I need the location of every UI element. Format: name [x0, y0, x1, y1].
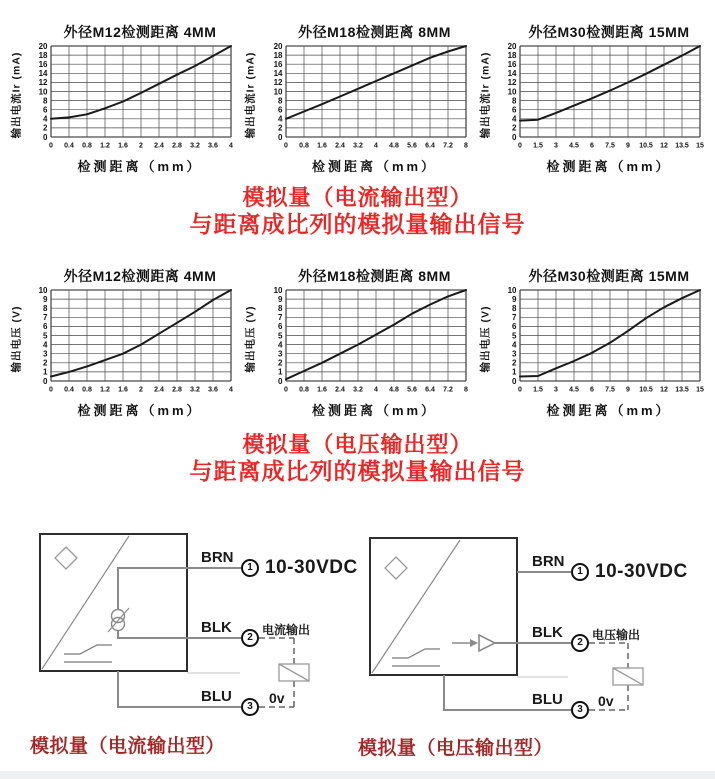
svg-text:4.8: 4.8	[388, 386, 399, 394]
svg-text:0: 0	[277, 132, 282, 142]
heading-line2: 与距离成比列的模拟量输出信号	[189, 211, 526, 237]
svg-text:10: 10	[507, 87, 517, 97]
caption-current-type: 模拟量（电流输出型）	[30, 736, 226, 757]
svg-text:1.5: 1.5	[533, 386, 543, 394]
chart-current-m12	[8, 22, 238, 175]
output-type-label: 电流输出	[262, 623, 311, 637]
svg-text:2: 2	[512, 123, 517, 133]
svg-text:2: 2	[139, 386, 143, 394]
blu-label: BLU	[201, 688, 232, 705]
svg-text:3.6: 3.6	[208, 142, 218, 150]
terminal-1: 1	[571, 563, 589, 581]
svg-text:0.8: 0.8	[82, 142, 92, 150]
x-axis-label: 检测距离（mm）	[311, 159, 438, 174]
svg-text:8: 8	[463, 386, 468, 394]
blu-label: BLU	[532, 691, 563, 708]
brn-label: BRN	[201, 549, 234, 566]
svg-text:6: 6	[43, 322, 48, 332]
terminal-3: 3	[241, 698, 259, 716]
svg-text:1.2: 1.2	[100, 142, 110, 150]
svg-text:14: 14	[38, 69, 48, 79]
svg-text:2: 2	[139, 142, 143, 150]
svg-text:4.8: 4.8	[388, 142, 399, 150]
chart-title: 外径M12检测距离 4MM	[63, 24, 217, 40]
svg-text:8: 8	[512, 96, 517, 106]
svg-text:6: 6	[590, 142, 594, 150]
svg-text:6: 6	[590, 386, 594, 394]
svg-text:6: 6	[277, 322, 282, 332]
chart-current-m18	[243, 22, 473, 175]
chart-title: 外径M18检测距离 8MM	[298, 268, 451, 284]
blk-label: BLK	[532, 624, 563, 641]
svg-text:10.5: 10.5	[639, 142, 653, 150]
svg-text:14: 14	[507, 69, 517, 79]
voltage-charts-row	[0, 266, 715, 419]
blk-label: BLK	[201, 619, 232, 636]
svg-text:1.6: 1.6	[118, 142, 128, 150]
chart-plot	[23, 287, 235, 399]
svg-text:2.4: 2.4	[334, 142, 345, 150]
svg-text:13.5: 13.5	[675, 142, 689, 150]
svg-text:6: 6	[277, 105, 282, 115]
svg-text:4: 4	[229, 386, 233, 394]
svg-text:18: 18	[38, 50, 48, 60]
svg-text:3.2: 3.2	[352, 142, 363, 150]
terminal-2: 2	[241, 629, 259, 647]
heading-current-output	[0, 184, 715, 238]
svg-text:0: 0	[283, 142, 288, 150]
y-axis-label: 输出电流Ir (mA)	[244, 51, 257, 138]
svg-text:0.8: 0.8	[298, 386, 309, 394]
svg-text:14: 14	[273, 69, 282, 79]
svg-text:15: 15	[696, 142, 704, 150]
power-label: 10-30VDC	[265, 557, 358, 578]
svg-text:20: 20	[38, 43, 48, 51]
chart-title: 外径M30检测距离 15MM	[528, 24, 690, 40]
terminal-2: 2	[571, 634, 589, 652]
svg-text:15: 15	[696, 386, 704, 394]
brn-label: BRN	[532, 553, 565, 570]
svg-text:4: 4	[373, 142, 378, 150]
svg-text:6: 6	[43, 105, 48, 115]
zero-volt-label: 0v	[598, 693, 614, 709]
svg-text:2.8: 2.8	[172, 386, 182, 394]
svg-text:3: 3	[554, 142, 558, 150]
chart-plot	[23, 43, 235, 155]
svg-text:18: 18	[273, 50, 282, 60]
svg-text:5.6: 5.6	[406, 142, 417, 150]
svg-text:16: 16	[507, 60, 517, 69]
y-axis-label: 输出电压 (V)	[244, 305, 257, 372]
zero-volt-label: 0v	[269, 690, 285, 706]
svg-text:9: 9	[43, 294, 48, 304]
svg-text:2.4: 2.4	[154, 142, 164, 150]
svg-text:0: 0	[277, 376, 282, 386]
svg-text:4: 4	[277, 114, 282, 124]
svg-text:3: 3	[512, 349, 517, 359]
svg-text:0: 0	[518, 386, 522, 394]
svg-text:3.2: 3.2	[190, 142, 200, 150]
svg-text:4: 4	[229, 142, 233, 150]
svg-text:20: 20	[507, 43, 517, 51]
svg-text:3.6: 3.6	[208, 386, 218, 394]
chart-title: 外径M12检测距离 4MM	[63, 268, 217, 284]
svg-text:3.2: 3.2	[352, 386, 363, 394]
svg-text:0.4: 0.4	[64, 386, 74, 394]
svg-text:1: 1	[277, 367, 282, 377]
svg-text:2: 2	[43, 123, 48, 133]
heading-line2: 与距离成比列的模拟量输出信号	[189, 458, 526, 484]
svg-text:2: 2	[277, 358, 282, 368]
svg-text:2.4: 2.4	[334, 386, 345, 394]
chart-plot	[258, 287, 470, 399]
svg-text:4: 4	[373, 386, 378, 394]
svg-text:1.6: 1.6	[316, 142, 327, 150]
svg-text:7: 7	[512, 313, 517, 323]
svg-text:2: 2	[43, 358, 48, 368]
svg-text:1: 1	[43, 367, 48, 377]
heading-line1: 模拟量（电压输出型）	[242, 432, 473, 457]
svg-text:1.6: 1.6	[316, 386, 327, 394]
svg-text:8: 8	[512, 304, 517, 313]
svg-text:8: 8	[277, 96, 282, 106]
heading-line1: 模拟量（电流输出型）	[242, 185, 473, 210]
svg-text:2.8: 2.8	[172, 142, 182, 150]
svg-text:5: 5	[277, 331, 282, 341]
terminal-1: 1	[241, 559, 259, 577]
svg-text:3: 3	[554, 386, 558, 394]
svg-text:0: 0	[518, 142, 522, 150]
y-axis-label: 输出电压 (V)	[10, 305, 22, 372]
bottom-divider	[0, 771, 715, 779]
svg-text:1.5: 1.5	[533, 142, 543, 150]
svg-text:4: 4	[512, 340, 517, 350]
output-type-label: 电压输出	[592, 628, 641, 642]
chart-plot	[492, 43, 704, 155]
wiring-diagram-current	[18, 528, 368, 733]
svg-text:0: 0	[43, 376, 48, 386]
svg-text:6.4: 6.4	[424, 386, 435, 394]
svg-text:10: 10	[38, 287, 48, 295]
svg-text:4: 4	[43, 114, 48, 124]
x-axis-label: 检测距离（mm）	[311, 403, 438, 418]
svg-text:7.5: 7.5	[605, 386, 615, 394]
svg-text:2: 2	[277, 123, 282, 133]
svg-text:0: 0	[512, 376, 517, 386]
svg-text:16: 16	[273, 60, 282, 69]
terminal-3: 3	[571, 701, 589, 719]
svg-text:0: 0	[43, 132, 48, 142]
svg-text:2.4: 2.4	[154, 386, 164, 394]
svg-text:0: 0	[49, 142, 53, 150]
chart-plot	[492, 287, 704, 399]
svg-text:10: 10	[38, 87, 48, 97]
svg-text:0: 0	[512, 132, 517, 142]
sensor-box	[370, 538, 517, 675]
svg-text:7.5: 7.5	[605, 142, 615, 150]
svg-text:3: 3	[277, 349, 282, 359]
svg-text:8: 8	[277, 304, 282, 313]
svg-text:13.5: 13.5	[675, 386, 689, 394]
svg-text:0.8: 0.8	[298, 142, 309, 150]
svg-text:9: 9	[626, 142, 630, 150]
svg-text:6: 6	[512, 105, 517, 115]
svg-text:0.8: 0.8	[82, 386, 92, 394]
svg-text:9: 9	[512, 294, 517, 304]
sensor-box	[40, 534, 187, 671]
y-axis-label: 输出电压 (V)	[479, 305, 491, 372]
svg-text:12: 12	[273, 78, 282, 88]
svg-text:12: 12	[660, 386, 668, 394]
svg-text:1.6: 1.6	[118, 386, 128, 394]
x-axis-label: 检测距离（mm）	[546, 159, 672, 174]
svg-text:9: 9	[277, 294, 282, 304]
svg-text:18: 18	[507, 50, 517, 60]
chart-voltage-m12	[8, 266, 238, 419]
svg-text:10: 10	[273, 87, 282, 97]
svg-text:7: 7	[277, 313, 282, 323]
svg-text:7: 7	[43, 313, 48, 323]
caption-voltage-type: 模拟量（电压输出型）	[358, 738, 554, 759]
svg-text:8: 8	[43, 304, 48, 313]
x-axis-label: 检测距离（mm）	[546, 403, 672, 418]
svg-text:8: 8	[43, 96, 48, 106]
chart-title: 外径M30检测距离 15MM	[528, 268, 690, 284]
chart-title: 外径M18检测距离 8MM	[298, 24, 451, 40]
svg-text:3: 3	[43, 349, 48, 359]
svg-text:7.2: 7.2	[442, 386, 453, 394]
svg-text:10: 10	[507, 287, 517, 295]
svg-text:3.2: 3.2	[190, 386, 200, 394]
svg-text:0: 0	[49, 386, 53, 394]
svg-text:4: 4	[43, 340, 48, 350]
svg-text:0: 0	[283, 386, 288, 394]
x-axis-label: 检测距离（mm）	[77, 403, 203, 418]
svg-text:6.4: 6.4	[424, 142, 435, 150]
svg-text:1: 1	[512, 367, 517, 377]
svg-text:10: 10	[273, 287, 282, 295]
svg-text:12: 12	[38, 78, 48, 88]
y-axis-label: 输出电流Ir (mA)	[10, 51, 22, 138]
svg-text:12: 12	[660, 142, 668, 150]
svg-text:5.6: 5.6	[406, 386, 417, 394]
svg-text:7.2: 7.2	[442, 142, 453, 150]
power-label: 10-30VDC	[595, 561, 688, 582]
chart-current-m30	[477, 22, 707, 175]
chart-plot	[258, 43, 470, 155]
svg-text:4: 4	[277, 340, 282, 350]
y-axis-label: 输出电流Ir (mA)	[479, 51, 491, 138]
svg-text:16: 16	[38, 60, 48, 69]
svg-text:2: 2	[512, 358, 517, 368]
svg-text:12: 12	[507, 78, 517, 88]
svg-text:9: 9	[626, 386, 630, 394]
svg-text:4.5: 4.5	[569, 142, 579, 150]
svg-text:4.5: 4.5	[569, 386, 579, 394]
chart-voltage-m18	[243, 266, 473, 419]
svg-text:10.5: 10.5	[639, 386, 653, 394]
svg-text:6: 6	[512, 322, 517, 332]
svg-text:20: 20	[273, 43, 282, 51]
svg-text:8: 8	[463, 142, 468, 150]
svg-text:5: 5	[43, 331, 48, 341]
svg-text:5: 5	[512, 331, 517, 341]
current-charts-row	[0, 22, 715, 175]
wiring-diagram-voltage	[352, 528, 702, 733]
svg-text:1.2: 1.2	[100, 386, 110, 394]
svg-text:4: 4	[512, 114, 517, 124]
svg-text:0.4: 0.4	[64, 142, 74, 150]
heading-voltage-output	[0, 431, 715, 485]
chart-voltage-m30	[477, 266, 707, 419]
x-axis-label: 检测距离（mm）	[77, 159, 203, 174]
